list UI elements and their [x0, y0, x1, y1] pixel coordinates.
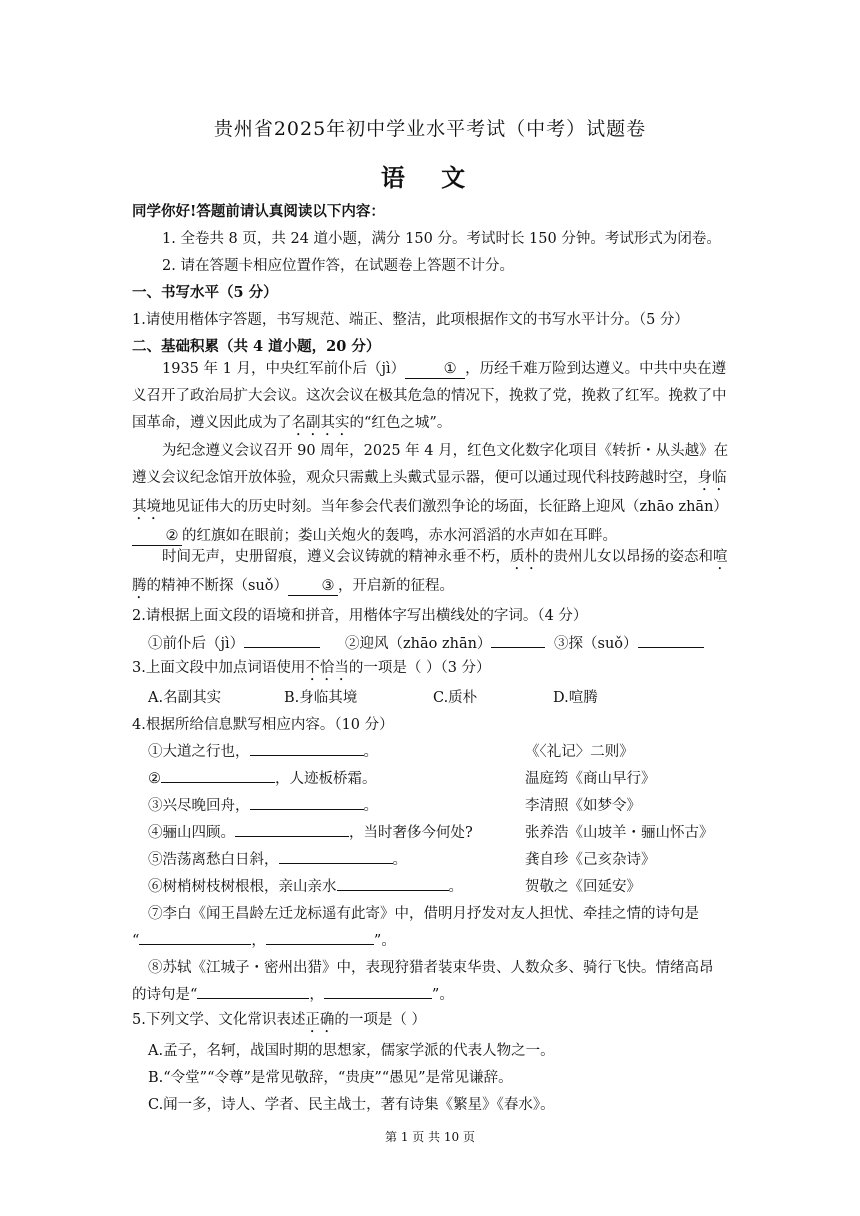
q5-option-b: B.“令堂”“令尊”是常见敬辞，“贵庚”“愚见”是常见谦辞。 — [148, 1070, 513, 1086]
question-2-item-c: ③探（suǒ） — [554, 632, 704, 653]
page-footer: 第 1 页 共 10 页 — [385, 1130, 475, 1144]
answer-line[interactable] — [197, 998, 309, 999]
answer-line[interactable] — [266, 944, 374, 945]
answer-line[interactable] — [139, 944, 251, 945]
dotted-word-zhengque: 正确 — [305, 1012, 335, 1028]
question-2-stem: 2.请根据上面文段的语境和拼音，用楷体字写出横线处的字词。（4 分） — [132, 608, 588, 624]
recite-source-5: 龚自珍《己亥杂诗》 — [525, 852, 656, 868]
q5-option-c: C.闻一多，诗人、学者、民主战士，著有诗集《繁星》《春水》。 — [148, 1097, 555, 1113]
q3-option-c: C.质朴 — [433, 690, 478, 706]
answer-line[interactable] — [161, 782, 275, 783]
answer-line[interactable] — [337, 890, 449, 891]
blank-2: ② — [132, 529, 182, 546]
section-2-heading: 二、基础积累（共 4 道小题，20 分） — [132, 338, 381, 355]
recite-source-4: 张养浩《山坡羊・骊山怀古》 — [525, 825, 714, 841]
dotted-word-xuanteng: 喧腾 — [132, 549, 728, 594]
dotted-word-mingfuqishi: 名副其实 — [291, 415, 350, 431]
recite-line-1: ①大道之行也， 。 — [148, 744, 378, 760]
recite-line-7-question: ⑦李白《闻王昌龄左迁龙标遥有此寄》中，借明月抒发对友人担忧、牵挂之情的诗句是 — [148, 906, 699, 922]
recite-line-7-answer: “ ， ”。 — [132, 933, 396, 949]
answer-line[interactable] — [244, 647, 320, 648]
q3-option-a: A.名副其实 — [148, 690, 222, 706]
answer-line[interactable] — [250, 809, 364, 810]
q3-option-d: D.喧腾 — [553, 690, 598, 706]
blank-1: ① — [405, 362, 465, 379]
q3-option-b: B.身临其境 — [284, 690, 358, 706]
question-1: 1.请使用楷体字答题，书写规范、端正、整洁，此项根据作文的书写水平计分。（5 分） — [132, 312, 689, 328]
section-1-heading: 一、书写水平（5 分） — [132, 284, 278, 301]
recite-line-6: ⑥树梢树枝树根根，亲山亲水 。 — [148, 879, 463, 895]
recite-source-3: 李清照《如梦令》 — [525, 798, 641, 814]
answer-line[interactable] — [638, 647, 704, 648]
notice-greeting: 同学你好!答题前请认真阅读以下内容： — [132, 203, 385, 220]
recite-line-4: ④骊山四顾。 ，当时奢侈今何处? — [148, 825, 473, 841]
recite-source-2: 温庭筠《商山早行》 — [525, 771, 656, 787]
exam-title: 贵州省2025年初中学业水平考试（中考）试题卷 — [213, 118, 647, 140]
passage-paragraph-3: 时间无声，史册留痕，遵义会议铸就的精神永垂不朽，质朴的贵州儿女以昂扬的姿态和喧腾的精神不断探（suǒ） ③ ，开启新的征程。 — [132, 549, 728, 594]
subject-title: 语 文 — [380, 163, 480, 192]
recite-line-2: ② ，人迹板桥霜。 — [148, 771, 377, 787]
recite-source-6: 贺敬之《回延安》 — [525, 879, 641, 895]
answer-line[interactable] — [491, 647, 545, 648]
recite-line-8-answer: 的诗句是“ ， ”。 — [132, 987, 454, 1003]
q5-option-a: A.孟子，名轲，战国时期的思想家，儒家学派的代表人物之一。 — [148, 1043, 555, 1059]
dotted-word-zhipu: 质朴 — [510, 549, 539, 565]
answer-line[interactable] — [250, 755, 364, 756]
question-2-item-a: ①前仆后（jì） — [148, 632, 320, 653]
blank-3: ③ — [288, 579, 338, 596]
passage-paragraph-2: 为纪念遵义会议召开 90 周年，2025 年 4 月，红色文化数字化项目《转折・从头越》在遵义会议纪念馆开放体验，观众只需戴上头戴式显示器，便可以通过现代科技跨越时空，身临其境地见证伟大的历史时刻。当年参会代表们激烈争论的场面，长征路上迎风（zhāo zhān）② 的红旗如在眼前；娄山关炮火的轰鸣，赤水河滔滔的水声如在耳畔。 — [132, 443, 729, 544]
passage-paragraph-1: 1935 年 1 月，中央红军前仆后（jì） ① ，历经千难万险到达遵义。中共中央在遵义召开了政治局扩大会议。这次会议在极其危急的情况下，挽救了党，挽救了红军。挽救了中国革命，遵义因此成为了名副其实的“红色之城”。 — [132, 361, 727, 431]
recite-line-3: ③兴尽晚回舟， 。 — [148, 798, 378, 814]
recite-line-5: ⑤浩荡离愁白日斜， 。 — [148, 852, 407, 868]
recite-source-1: 《〈礼记〉二则》 — [525, 744, 634, 760]
question-4-stem: 4.根据所给信息默写相应内容。（10 分） — [132, 717, 394, 733]
dotted-word-buqiadang: 不恰当 — [305, 660, 349, 676]
notice-item-2: 2. 请在答题卡相应位置作答，在试题卷上答题不计分。 — [162, 258, 514, 274]
recite-line-8-question: ⑧苏轼《江城子・密州出猎》中，表现狩猎者装束华贵、人数众多、骑行飞快。情绪高昂 — [148, 960, 714, 976]
question-5-stem: 5.下列文学、文化常识表述正确的一项是（ ） — [132, 1012, 426, 1028]
answer-line[interactable] — [324, 998, 432, 999]
question-2-item-b: ②迎风（zhāo zhān） — [345, 632, 545, 653]
notice-item-1: 1. 全卷共 8 页，共 24 道小题，满分 150 分。考试时长 150 分钟。考试形式为闭卷。 — [162, 231, 721, 247]
dotted-word-shenlinqijing: 身临其境 — [132, 470, 727, 515]
answer-line[interactable] — [279, 863, 393, 864]
answer-line[interactable] — [235, 836, 349, 837]
question-3-stem: 3.上面文段中加点词语使用不恰当的一项是（ ）（3 分） — [132, 660, 491, 676]
